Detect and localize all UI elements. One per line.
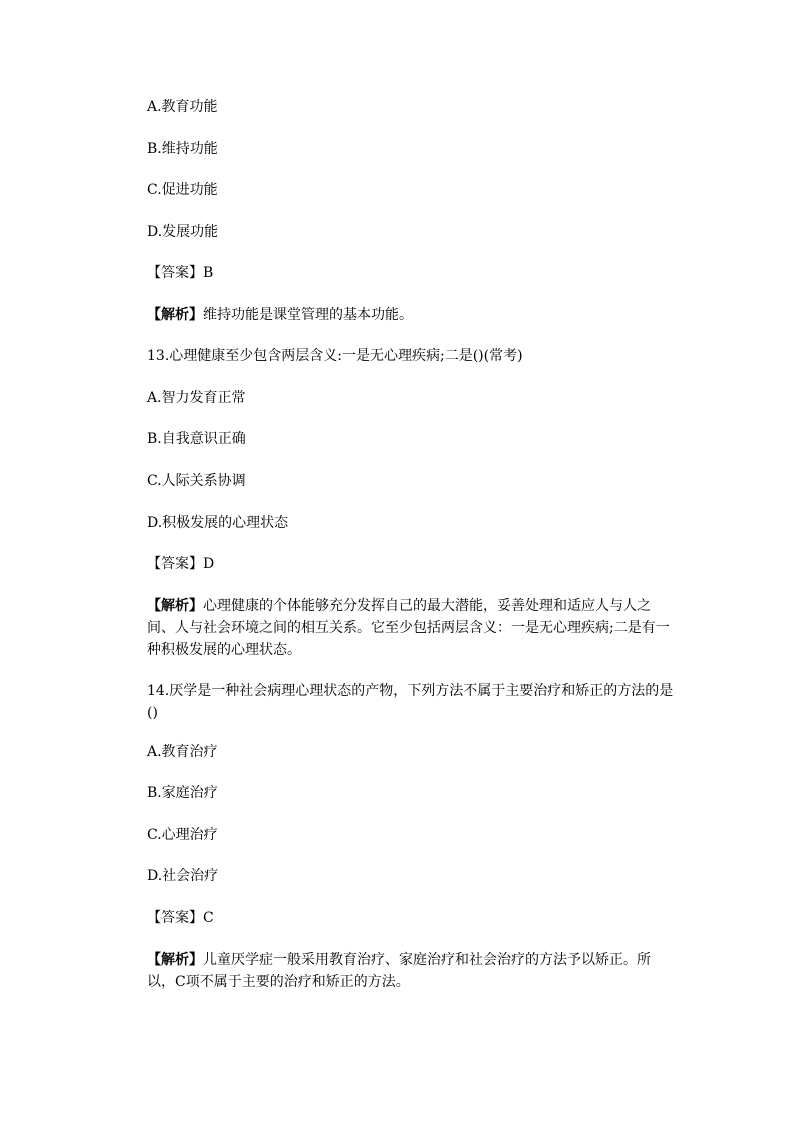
- q12-answer: [147, 265, 213, 281]
- answer-tag: 【答案】: [147, 910, 203, 926]
- answer-tag: 【答案】: [147, 265, 203, 281]
- q12-option-c: C.促进功能: [147, 182, 218, 198]
- q14-option-a: A.教育治疗: [147, 744, 218, 760]
- q13-analysis: [147, 595, 677, 661]
- answer-value: C: [203, 910, 214, 926]
- q12-option-a: A.教育功能: [147, 99, 218, 115]
- analysis-text: 儿童厌学症一般采用教育治疗、家庭治疗和社会治疗的方法予以矫正。所以，C项不属于主要的治疗和矫正的方法。: [147, 952, 651, 990]
- answer-tag: 【答案】: [147, 556, 203, 572]
- q13-option-c: C.人际关系协调: [147, 473, 246, 489]
- analysis-text: 维持功能是课堂管理的基本功能。: [203, 307, 413, 323]
- q14-option-b: B.家庭治疗: [147, 785, 218, 801]
- q14-analysis: [147, 949, 677, 993]
- analysis-tag: 【解析】: [147, 307, 203, 323]
- q14-stem: 14.厌学是一种社会病理心理状态的产物，下列方法不属于主要治疗和矫正的方法的是(): [147, 683, 674, 721]
- q13-option-a: A.智力发育正常: [147, 390, 246, 406]
- answer-value: B: [203, 265, 214, 281]
- q12-option-b: B.维持功能: [147, 141, 218, 157]
- q12-option-d: D.发展功能: [147, 224, 219, 240]
- analysis-text: 心理健康的个体能够充分发挥自己的最大潜能，妥善处理和适应人与人之间、人与社会环境之间的相互关系。它至少包括两层含义：一是无心理疾病;二是有一种积极发展的心理状态。: [147, 598, 670, 658]
- q14-answer: [147, 910, 214, 926]
- q13-option-b: B.自我意识正确: [147, 431, 246, 447]
- q14-option-c: C.心理治疗: [147, 827, 218, 843]
- q13-option-d: D.积极发展的心理状态: [147, 515, 289, 531]
- answer-value: D: [203, 556, 215, 572]
- q12-analysis: [147, 307, 413, 323]
- analysis-tag: 【解析】: [147, 598, 203, 614]
- q14-option-d: D.社会治疗: [147, 868, 219, 884]
- q13-answer: [147, 556, 214, 572]
- analysis-tag: 【解析】: [147, 952, 203, 968]
- q13-stem: 13.心理健康至少包含两层含义:一是无心理疾病;二是()(常考): [147, 348, 523, 364]
